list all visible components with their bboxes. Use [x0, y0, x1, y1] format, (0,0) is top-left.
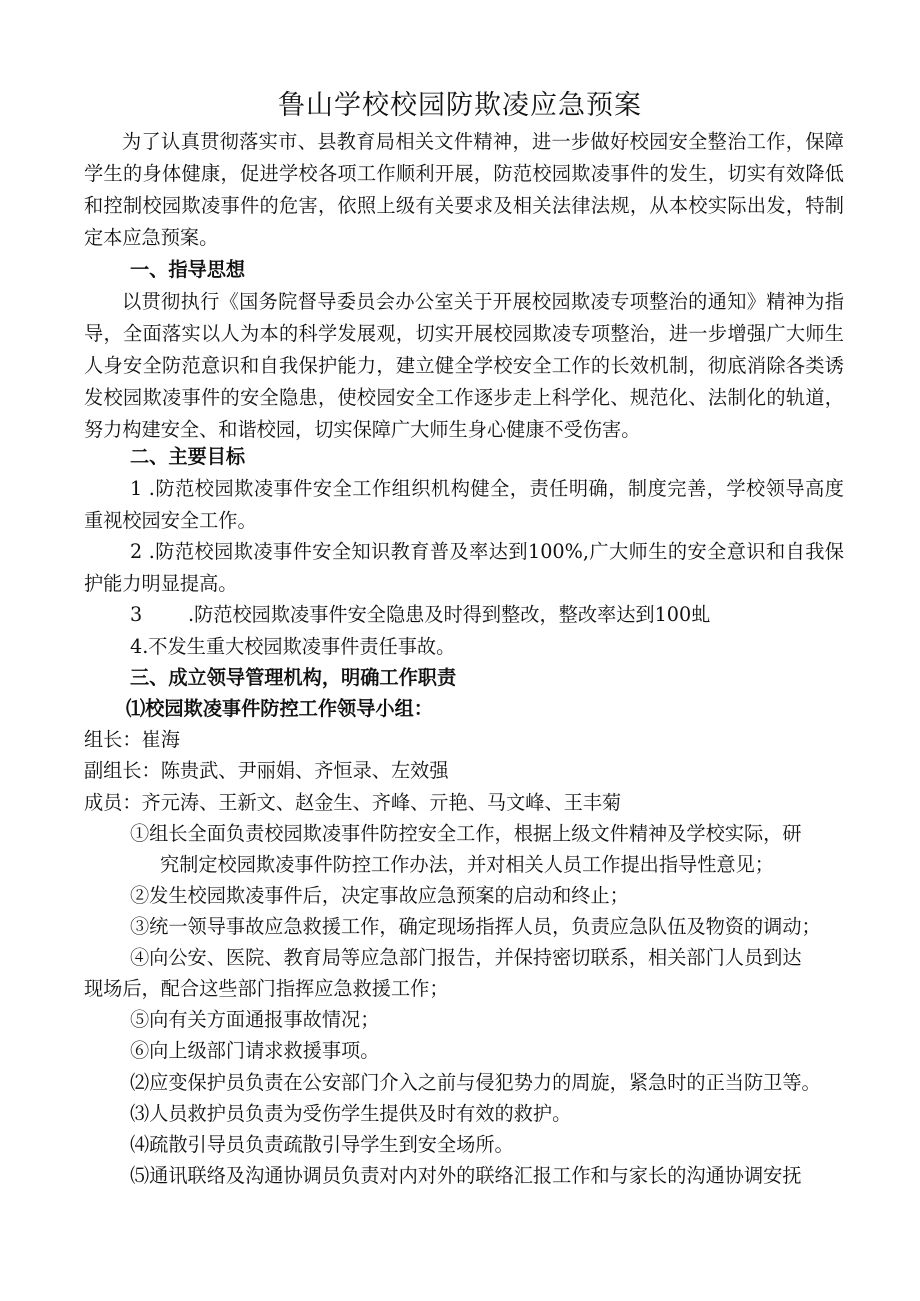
goal-3-text: .防范校园欺凌事件安全隐患及时得到整改，整改率达到100虬	[188, 603, 711, 626]
role-4: ⑷疏散引导员负责疏散引导学生到安全场所。	[130, 1133, 514, 1156]
duty-6: ⑥向上级部门请求救援事项。	[130, 1039, 380, 1062]
section-1-body: 以贯彻执行《国务院督导委员会办公室关于开展校园欺凌专项整治的通知》精神为指导，全面落实以人为本的科学发展观，切实开展校园欺凌专项整治，进一步增强广大师生人身安全防范意识和自我保护能力，建立健全学校安全工作的长效机制，彻底消除各类诱发校园欺凌事件的安全隐患，使校园安全工作逐步走上科学化、规范化、法制化的轨道，努力构建安全、和谐校园，切实保障广大师生身心健康不受伤害。	[84, 290, 844, 441]
duty-4-line-1: ④向公安、医院、教育局等应急部门报告，并保持密切联系，相关部门人员到达	[130, 946, 802, 969]
role-3: ⑶人员救护员负责为受伤学生提供及时有效的救护。	[130, 1102, 572, 1125]
section-2-heading: 二、主要目标	[130, 445, 246, 468]
goal-2: 2 .防范校园欺凌事件安全知识教育普及率达到100%,广大师生的安全意识和自我保护能力明显提高。	[84, 540, 844, 595]
duty-2: ②发生校园欺凌事件后，决定事故应急预案的启动和终止；	[130, 884, 629, 907]
document-title: 鲁山学校校园防欺凌应急预案	[278, 90, 642, 121]
intro-paragraph: 为了认真贯彻落实市、县教育局相关文件精神，进一步做好校园安全整治工作，保障学生的身体健康，促进学校各项工作顺利开展，防范校园欺凌事件的发生，切实有效降低和控制校园欺凌事件的危害，依照上级有关要求及相关法律法规，从本校实际出发，特制定本应急预案。	[84, 130, 844, 249]
team-leader: 组长：崔海	[84, 728, 180, 751]
goal-1: 1 .防范校园欺凌事件安全工作组织机构健全，责任明确，制度完善，学校领导高度重视校园安全工作。	[84, 477, 844, 532]
duty-4-line-2: 现场后，配合这些部门指挥应急救援工作；	[84, 977, 449, 1000]
team-deputy: 副组长：陈贵武、尹丽娟、齐恒录、左效强	[84, 759, 449, 782]
duty-5: ⑤向有关方面通报事故情况；	[130, 1008, 380, 1031]
subsection-1-heading: ⑴校园欺凌事件防控工作领导小组：	[126, 697, 433, 720]
goal-3-number: 3	[130, 603, 143, 626]
team-members: 成员：齐元涛、王新文、赵金生、齐峰、亓艳、马文峰、王丰菊	[84, 791, 622, 814]
role-2: ⑵应变保护员负责在公安部门介入之前与侵犯势力的周旋，紧急时的正当防卫等。	[130, 1071, 821, 1094]
section-3-heading: 三、成立领导管理机构，明确工作职责	[130, 666, 457, 689]
duty-1-line-1: ①组长全面负责校园欺凌事件防控安全工作，根据上级文件精神及学校实际，研	[130, 822, 802, 845]
duty-1-line-2: 究制定校园欺凌事件防控工作办法，并对相关人员工作提出指导性意见；	[160, 853, 774, 876]
role-5: ⑸通讯联络及沟通协调员负责对内对外的联络汇报工作和与家长的沟通协调安抚	[130, 1164, 802, 1187]
duty-3: ③统一领导事故应急救援工作，确定现场指挥人员，负责应急队伍及物资的调动；	[130, 915, 821, 938]
goal-4: 4.不发生重大校园欺凌事件责任事故。	[130, 635, 456, 658]
section-1-heading: 一、指导思想	[130, 258, 246, 281]
